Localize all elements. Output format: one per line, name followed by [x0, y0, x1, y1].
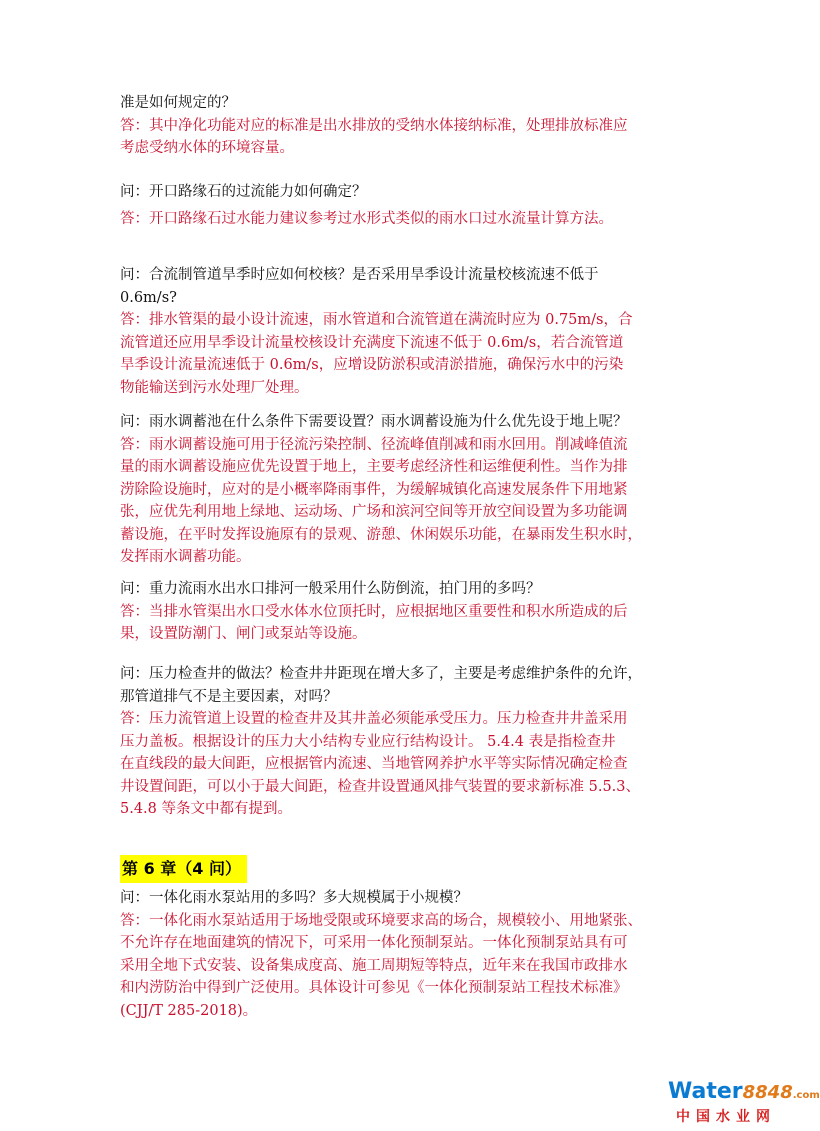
answer-line: 在直线段的最大间距，应根据管内流速、当地管网养护水平等实际情况确定检查 — [120, 756, 628, 772]
answer-line: 张，应优先利用地上绿地、运动场、广场和滨河空间等开放空间设置为多功能调 — [120, 504, 628, 520]
qa-block — [120, 181, 680, 230]
chapter-heading: 第 6 章（4 问） — [120, 855, 247, 883]
qa-block — [120, 663, 680, 821]
site-logo — [668, 1079, 820, 1126]
question-line: 问：雨水调蓄池在什么条件下需要设置？雨水调蓄设施为什么优先设于地上呢？ — [120, 414, 628, 430]
qa-block — [120, 264, 680, 399]
answer-line: 答：其中净化功能对应的标准是出水排放的受纳水体接纳标准，处理排放标准应 — [120, 117, 628, 134]
question-line: 准是如何规定的？ — [120, 95, 236, 111]
qa-block — [120, 578, 680, 646]
answer-line: 答：压力流管道上设置的检查井及其井盖必须能承受压力。压力检查井井盖采用 — [120, 711, 628, 727]
answer-line: 答：当排水管渠出水口受水体水位顶托时，应根据地区重要性和积水所造成的后 — [120, 603, 628, 620]
answer-line: (CJJ/T 285-2018)。 — [120, 1002, 258, 1019]
question-line: 那管道排气不是主要因素，对吗？ — [120, 688, 338, 705]
logo-wordmark — [668, 1079, 820, 1108]
logo-number: 8848 — [742, 1082, 793, 1103]
question-line: 问：开口路缘石的过流能力如何确定？ — [120, 184, 367, 200]
answer-line: 涝除险设施时，应对的是小概率降雨事件，为缓解城镇化高速发展条件下用地紧 — [120, 481, 628, 498]
logo-suffix: .com — [792, 1090, 820, 1101]
question-line: 问：压力检查井的做法？检查井井距现在增大多了，主要是考虑维护条件的允许， — [120, 666, 642, 682]
answer-line: 量的雨水调蓄设施应优先设置于地上，主要考虑经济性和运维便利性。当作为排 — [120, 459, 628, 475]
question-line: 问：合流制管道旱季时应如何校核？是否采用旱季设计流量校核流速不低于 — [120, 267, 599, 283]
answer-line: 答：一体化雨水泵站适用于场地受限或环境要求高的场合，规模较小、用地紧张、 — [120, 912, 642, 929]
answer-line: 答：开口路缘石过水能力建议参考过水形式类似的雨水口过水流量计算方法。 — [120, 210, 613, 227]
logo-word: Water — [668, 1079, 743, 1104]
qa-block — [120, 411, 680, 569]
answer-line: 流管道还应用旱季设计流量校核设计充满度下流速不低于 0.6m/s，若合流管道 — [120, 334, 624, 351]
answer-line: 果，设置防潮门、闸门或泵站等设施。 — [120, 626, 367, 642]
answer-line: 和内涝防治中得到广泛使用。具体设计可参见《一体化预制泵站工程技术标准》 — [120, 980, 628, 996]
question-line: 问：一体化雨水泵站用的多吗？多大规模属于小规模？ — [120, 890, 468, 906]
answer-line: 井设置间距，可以小于最大间距，检查井设置通风排气装置的要求新标准 5.5.3、 — [120, 778, 641, 795]
logo-subtitle: 中国水业网 — [676, 1109, 776, 1125]
answer-line: 物能输送到污水处理厂处理。 — [120, 379, 309, 396]
answer-line: 蓄设施，在平时发挥设施原有的景观、游憩、休闲娱乐功能，在暴雨发生积水时， — [120, 526, 642, 543]
qa-block — [120, 887, 680, 1022]
answer-line: 不允许存在地面建筑的情况下，可采用一体化预制泵站。一体化预制泵站具有可 — [120, 935, 628, 951]
qa-block — [120, 92, 680, 160]
answer-line: 答：雨水调蓄设施可用于径流污染控制、径流峰值削减和雨水回用。削减峰值流 — [120, 436, 628, 453]
question-line: 问：重力流雨水出水口排河一般采用什么防倒流，拍门用的多吗？ — [120, 581, 541, 597]
answer-line: 5.4.8 等条文中都有提到。 — [120, 801, 293, 817]
answer-line: 发挥雨水调蓄功能。 — [120, 549, 251, 565]
answer-line: 采用全地下式安装、设备集成度高、施工周期短等特点，近年来在我国市政排水 — [120, 957, 628, 974]
answer-line: 答：排水管渠的最小设计流速，雨水管道和合流管道在满流时应为 0.75m/s，合 — [120, 312, 633, 328]
answer-line: 压力盖板。根据设计的压力大小结构专业应行结构设计。 5.4.4 表是指检查井 — [120, 733, 616, 750]
question-line: 0.6m/s? — [120, 289, 177, 306]
answer-line: 考虑受纳水体的环境容量。 — [120, 140, 294, 156]
answer-line: 旱季设计流量流速低于 0.6m/s，应增设防淤积或清淤措施，确保污水中的污染 — [120, 357, 624, 373]
